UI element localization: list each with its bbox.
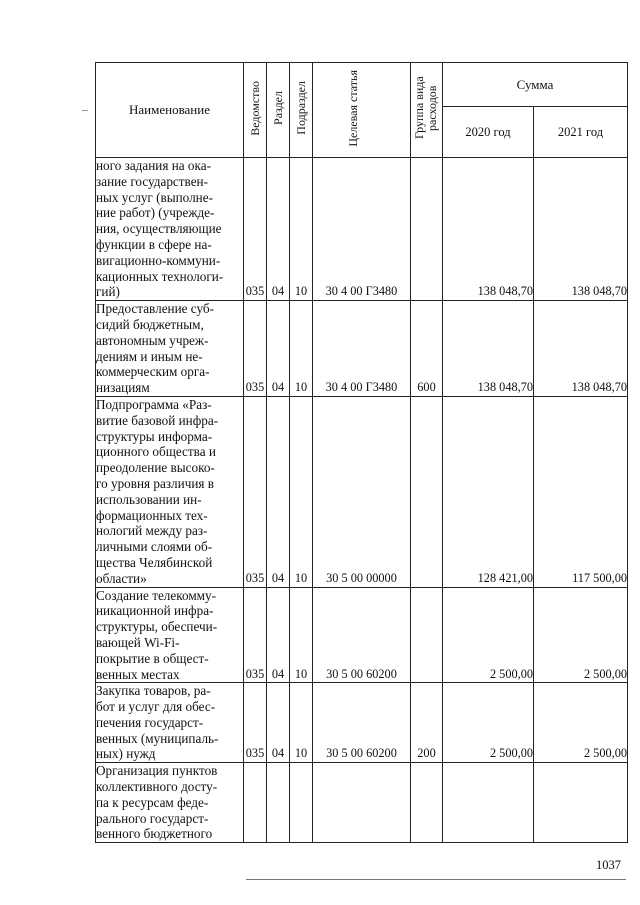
row-sum-2021 — [534, 763, 628, 843]
row-tselevaya-statya: 30 5 00 60200 — [313, 683, 411, 763]
row-razdel: 04 — [267, 301, 290, 397]
row-sum-2021: 138 048,70 — [534, 158, 628, 301]
row-vedomstvo: 035 — [244, 301, 267, 397]
row-razdel: 04 — [267, 587, 290, 683]
table-row — [96, 396, 628, 587]
row-vedomstvo: 035 — [244, 587, 267, 683]
header-vedomstvo: Ведомство — [244, 63, 267, 158]
table-row — [96, 158, 628, 301]
row-name: ного задания на ока- зание государствен- ных услуг (выполне- ние работ) (учрежде- ния, осуществляющие функции в сфере на- вигационно-коммуни- кационных технологи- гий) — [96, 158, 244, 301]
row-razdel: 04 — [267, 396, 290, 587]
row-tselevaya-statya — [313, 763, 411, 843]
header-year-2020: 2020 год — [443, 107, 534, 158]
row-gruppa — [411, 396, 443, 587]
row-tselevaya-statya: 30 5 00 00000 — [313, 396, 411, 587]
row-gruppa — [411, 763, 443, 843]
row-sum-2021: 2 500,00 — [534, 587, 628, 683]
row-sum-2020: 2 500,00 — [443, 683, 534, 763]
row-name: Организация пунктов коллективного досту- па к ресурсам феде- рального государст- венного бюджетного — [96, 763, 244, 843]
budget-table — [95, 62, 628, 843]
row-podrazdel — [290, 763, 313, 843]
row-sum-2020 — [443, 763, 534, 843]
header-year-2021: 2021 год — [534, 107, 628, 158]
page-number: 1037 — [596, 858, 621, 872]
row-gruppa: 600 — [411, 301, 443, 397]
row-gruppa — [411, 587, 443, 683]
row-tselevaya-statya: 30 4 00 Г3480 — [313, 301, 411, 397]
table-row — [96, 763, 628, 843]
bottom-rule — [246, 879, 626, 880]
row-vedomstvo: 035 — [244, 158, 267, 301]
row-vedomstvo — [244, 763, 267, 843]
row-name: Создание телекомму- никационной инфра- структуры, обеспечи- вающей Wi-Fi- покрытие в общест- венных местах — [96, 587, 244, 683]
row-sum-2020: 128 421,00 — [443, 396, 534, 587]
row-podrazdel: 10 — [290, 301, 313, 397]
row-vedomstvo: 035 — [244, 396, 267, 587]
row-name: Предоставление суб- сидий бюджетным, автономным учреж- дениям и иным не- коммерческим орга- низациям — [96, 301, 244, 397]
row-podrazdel: 10 — [290, 683, 313, 763]
row-razdel: 04 — [267, 158, 290, 301]
row-sum-2021: 138 048,70 — [534, 301, 628, 397]
row-name: Подпрограмма «Раз- витие базовой инфра- структуры информа- ционного общества и преодоление высоко- го уровня различия в использовании ин- формационных тех- нологий между раз- личными слоями об- щества Челябинской области» — [96, 396, 244, 587]
row-name: Закупка товаров, ра- бот и услуг для обес- печения государст- венных (муниципаль- ных) нужд — [96, 683, 244, 763]
row-tselevaya-statya: 30 4 00 Г3480 — [313, 158, 411, 301]
row-tselevaya-statya: 30 5 00 60200 — [313, 587, 411, 683]
header-name: Наименование — [96, 63, 244, 158]
row-sum-2021: 2 500,00 — [534, 683, 628, 763]
header-razdel: Раздел — [267, 63, 290, 158]
table-body — [96, 158, 628, 843]
row-vedomstvo: 035 — [244, 683, 267, 763]
scan-artifact — [82, 110, 88, 111]
row-gruppa — [411, 158, 443, 301]
row-razdel: 04 — [267, 683, 290, 763]
table-row — [96, 587, 628, 683]
table-row — [96, 301, 628, 397]
table-row — [96, 683, 628, 763]
row-sum-2020: 138 048,70 — [443, 158, 534, 301]
header-podrazdel: Подраздел — [290, 63, 313, 158]
row-gruppa: 200 — [411, 683, 443, 763]
row-sum-2020: 138 048,70 — [443, 301, 534, 397]
row-podrazdel: 10 — [290, 396, 313, 587]
row-podrazdel: 10 — [290, 587, 313, 683]
row-sum-2021: 117 500,00 — [534, 396, 628, 587]
row-razdel — [267, 763, 290, 843]
header-tselevaya-statya: Целевая статья — [313, 63, 411, 158]
header-summa: Сумма — [443, 63, 628, 107]
header-gruppa-vida-raskhodov: Группа вида расходов — [411, 63, 443, 158]
row-podrazdel: 10 — [290, 158, 313, 301]
row-sum-2020: 2 500,00 — [443, 587, 534, 683]
